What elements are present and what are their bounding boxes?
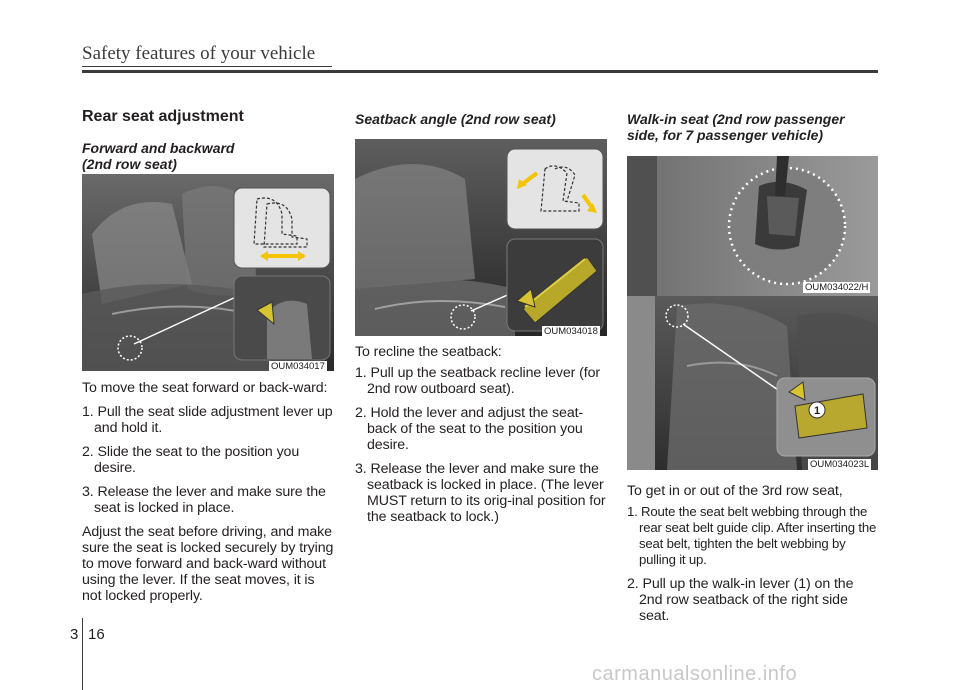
figure-code: OUM034017 — [271, 361, 325, 372]
subtitle-passenger-vehicle: side, for 7 passenger vehicle) — [627, 127, 824, 143]
figure-walk-in-lever — [627, 296, 878, 470]
subtitle-forward-backward: Forward and backward — [82, 140, 235, 156]
seatback-illustration — [355, 139, 607, 336]
figure-code-top: OUM034022/H — [805, 282, 869, 293]
column-walk-in — [627, 111, 879, 143]
step-1: 1. Route the seat belt webbing through the rear seat belt guide clip. After inserting the seat belt, tighten the belt webbing by pulling it up. — [627, 504, 877, 567]
intro-text: To get in or out of the 3rd row seat, — [627, 483, 843, 499]
header-rule-thin — [82, 66, 332, 67]
step-2: 2. Slide the seat to the position you desire. — [82, 444, 300, 476]
figure-seat-slide — [82, 174, 334, 371]
page-number: 16 — [88, 626, 105, 643]
figure-seat-belt-guide — [627, 156, 878, 296]
page-header-title: Safety features of your vehicle — [82, 43, 316, 64]
seat-belt-guide-illustration — [627, 156, 878, 296]
note-text: Adjust the seat before driving, and make sure the seat is locked securely by trying to move forward and back-ward without using the lever. If the seat moves, it is not locked properly. — [82, 524, 334, 604]
header-rule — [82, 70, 878, 73]
step-2: 2. Pull up the walk-in lever (1) on the 2nd row seatback of the right side seat. — [627, 576, 854, 624]
subtitle-2nd-row: (2nd row seat) — [82, 156, 177, 172]
intro-text: To recline the seatback: — [355, 344, 502, 360]
subtitle-seatback-angle: Seatback angle (2nd row seat) — [355, 111, 556, 127]
intro-text: To move the seat forward or back-ward: — [82, 380, 328, 396]
step-3: 3. Release the lever and make sure the seat is locked in place. — [82, 484, 326, 516]
column-seat-slide-text — [82, 380, 334, 604]
column-walk-in-text — [627, 483, 879, 624]
column-seat-slide — [82, 108, 334, 172]
walk-in-lever-callout: 1 — [813, 405, 821, 417]
step-2: 2. Hold the lever and adjust the seat-back of the seat to the position you desire. — [355, 405, 584, 453]
step-1: 1. Pull the seat slide adjustment lever up and hold it. — [82, 404, 333, 436]
step-3: 3. Release the lever and make sure the seatback is locked in place. (The lever MUST return to its orig-inal position for the seatback to lock.) — [355, 461, 606, 525]
chapter-number: 3 — [70, 626, 79, 643]
figure-code: OUM034018 — [544, 326, 598, 337]
subtitle-walk-in: Walk-in seat (2nd row passenger — [627, 111, 845, 127]
seat-slide-illustration — [82, 174, 334, 371]
figure-seatback-angle — [355, 139, 607, 336]
column-seatback-angle — [355, 111, 607, 127]
column-seatback-text — [355, 344, 607, 525]
footer-rule — [82, 618, 83, 690]
walk-in-lever-illustration — [627, 296, 878, 470]
step-1: 1. Pull up the seatback recline lever (for 2nd row outboard seat). — [355, 365, 600, 397]
section-title: Rear seat adjustment — [82, 108, 244, 125]
figure-code-bottom: OUM034023L — [810, 459, 870, 470]
watermark: carmanualsonline.info — [592, 663, 798, 685]
